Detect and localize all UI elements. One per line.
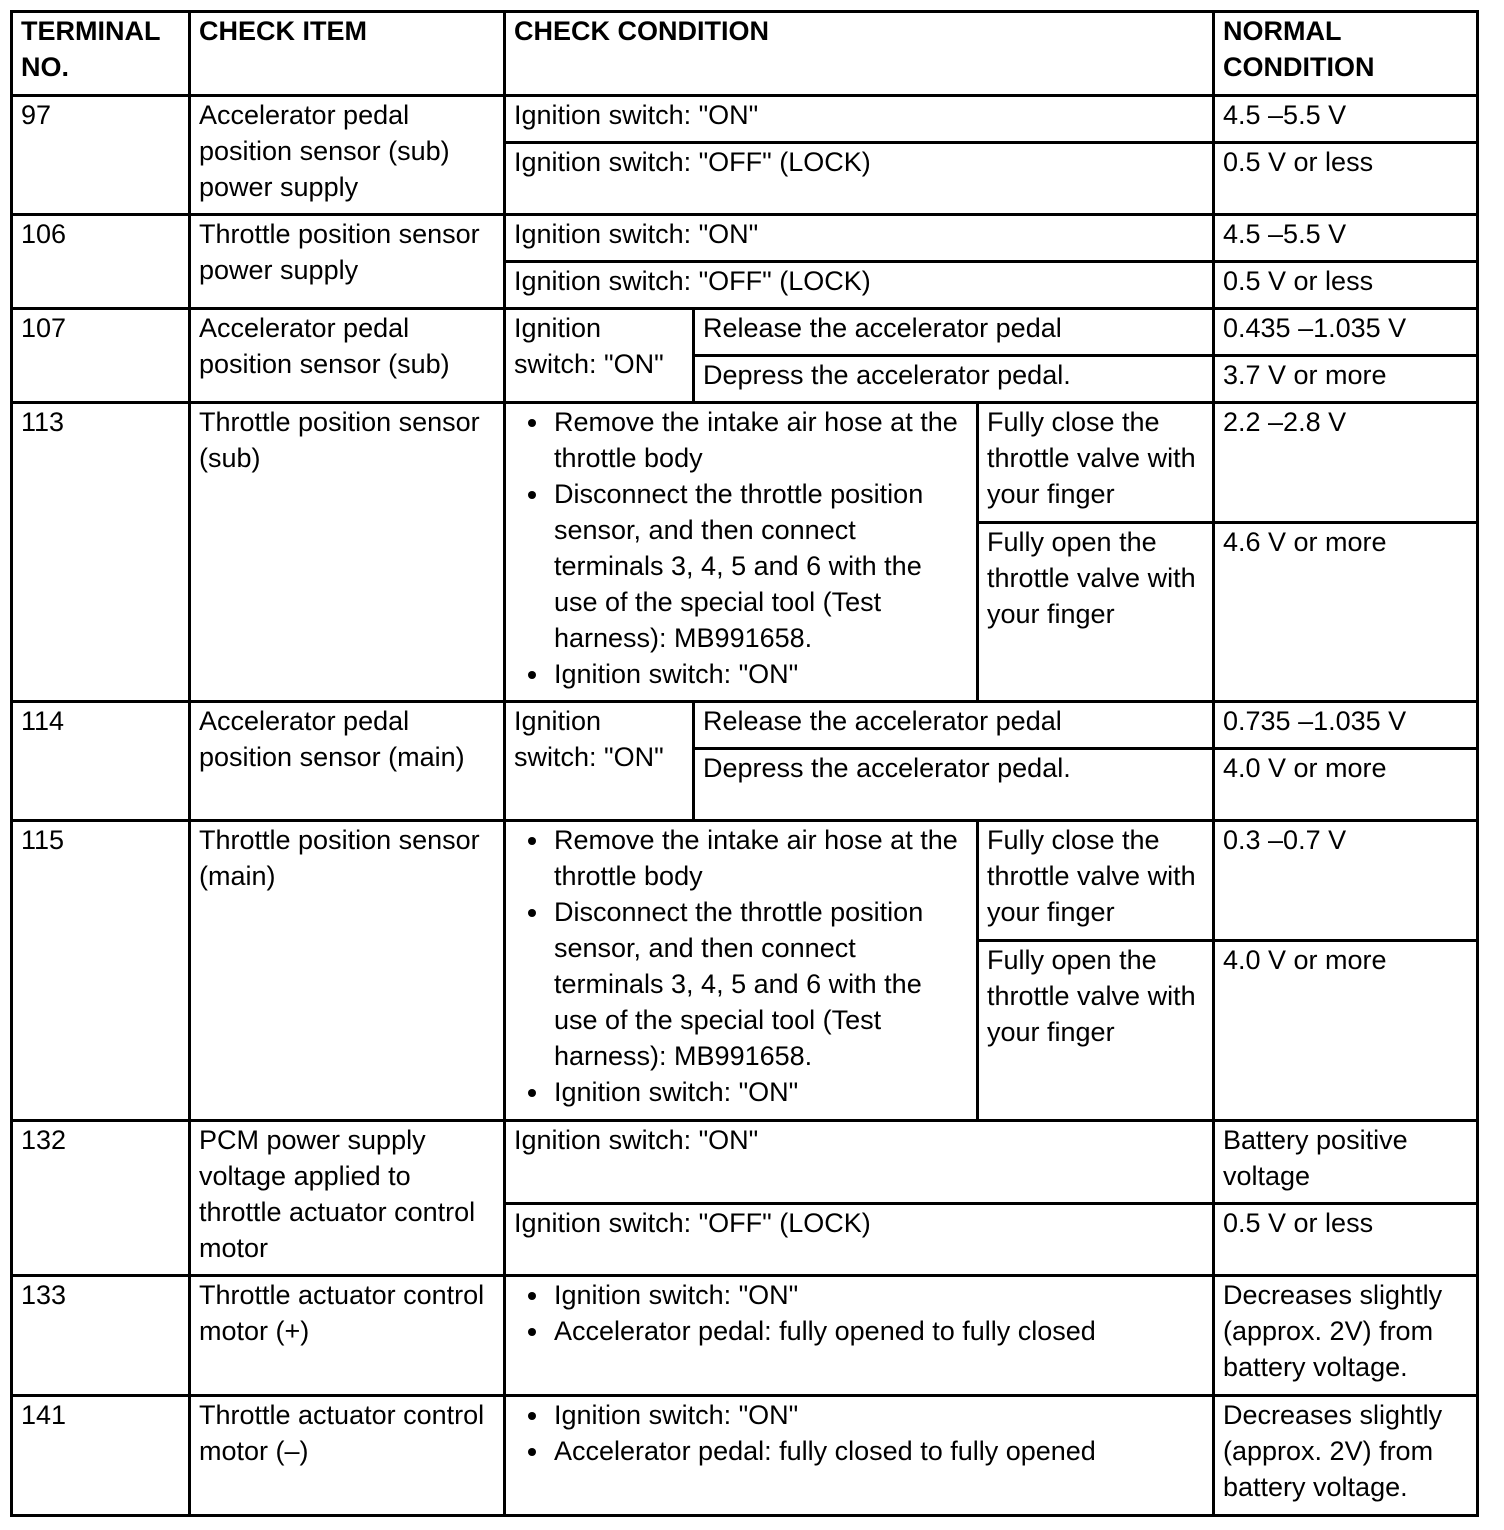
normal-condition-cell: 4.5 –5.5 V [1214,96,1478,143]
normal-condition-cell: 3.7 V or more [1214,356,1478,403]
header-terminal-label: TERMINAL NO. [21,16,160,82]
normal-condition-cell: 0.5 V or less [1214,143,1478,215]
header-terminal-no [12,12,190,96]
procedure-list [514,822,970,1110]
procedure-list [514,1397,1206,1469]
procedure-cell [505,403,978,702]
procedure-step: Ignition switch: "ON" [554,656,970,692]
header-normal-condition-label: NORMAL CONDITION [1223,16,1375,82]
ignition-prefix-cell: Ignition switch: "ON" [505,702,694,821]
procedure-step: Remove the intake air hose at the throttle body [554,404,970,476]
terminal-cell: 106 [12,215,190,309]
table-row-141 [12,1396,1478,1516]
procedure-step: Ignition switch: "ON" [554,1074,970,1110]
header-check-condition [505,12,1214,96]
procedure-cell [505,1276,1214,1396]
normal-condition-cell: 0.435 –1.035 V [1214,309,1478,356]
check-condition-cell: Ignition switch: "ON" [505,1121,1214,1204]
procedure-cell [505,821,978,1121]
procedure-step: Ignition switch: "ON" [554,1277,1206,1313]
check-item-cell: Throttle position sensor power supply [190,215,505,309]
terminal-cell: 113 [12,403,190,702]
header-check-condition-label: CHECK CONDITION [514,16,769,46]
table-row-115 [12,821,1478,941]
normal-condition-cell: 4.0 V or more [1214,941,1478,1121]
check-condition-cell: Ignition switch: "OFF" (LOCK) [505,1204,1214,1276]
table-row-113 [12,403,1478,523]
table-row-97 [12,96,1478,143]
check-item-cell: Accelerator pedal position sensor (sub) [190,309,505,403]
check-item-cell: Accelerator pedal position sensor (sub) power supply [190,96,505,215]
check-item-cell: Accelerator pedal position sensor (main) [190,702,505,821]
check-condition-cell: Depress the accelerator pedal. [694,749,1214,821]
check-item-cell: Throttle actuator control motor (–) [190,1396,505,1516]
procedure-step: Disconnect the throttle position sensor, and then connect terminals 3, 4, 5 and 6 with the use of the special tool (Test harness): MB991658. [554,894,970,1074]
check-condition-cell: Ignition switch: "OFF" (LOCK) [505,143,1214,215]
check-condition-cell: Ignition switch: "OFF" (LOCK) [505,262,1214,309]
terminal-cell: 114 [12,702,190,821]
check-condition-cell: Fully close the throttle valve with your finger [978,821,1214,941]
table-row-114 [12,702,1478,749]
normal-condition-cell: 0.5 V or less [1214,262,1478,309]
normal-condition-cell: Battery positive voltage [1214,1121,1478,1204]
normal-condition-cell: 4.5 –5.5 V [1214,215,1478,262]
check-condition-cell: Fully open the throttle valve with your finger [978,941,1214,1121]
check-item-cell: Throttle position sensor (sub) [190,403,505,702]
ignition-prefix-cell: Ignition switch: "ON" [505,309,694,403]
check-condition-cell: Release the accelerator pedal [694,309,1214,356]
normal-condition-cell: 4.6 V or more [1214,523,1478,702]
terminal-cell: 141 [12,1396,190,1516]
procedure-step: Remove the intake air hose at the throttle body [554,822,970,894]
normal-condition-cell: 4.0 V or more [1214,749,1478,821]
check-condition-cell: Ignition switch: "ON" [505,96,1214,143]
header-row [12,12,1478,96]
header-check-item [190,12,505,96]
table-row-132 [12,1121,1478,1204]
procedure-step: Ignition switch: "ON" [554,1397,1206,1433]
terminal-cell: 132 [12,1121,190,1276]
normal-condition-cell: 0.735 –1.035 V [1214,702,1478,749]
terminal-cell: 133 [12,1276,190,1396]
procedure-list [514,404,970,692]
check-condition-cell: Ignition switch: "ON" [505,215,1214,262]
check-condition-cell: Depress the accelerator pedal. [694,356,1214,403]
normal-condition-cell: 2.2 –2.8 V [1214,403,1478,523]
procedure-cell [505,1396,1214,1516]
terminal-cell: 97 [12,96,190,215]
procedure-list [514,1277,1206,1349]
table-row-106 [12,215,1478,262]
header-check-item-label: CHECK ITEM [199,16,367,46]
terminal-check-table [10,10,1479,1517]
normal-condition-cell: 0.3 –0.7 V [1214,821,1478,941]
table-row-133 [12,1276,1478,1396]
check-condition-cell: Fully open the throttle valve with your finger [978,523,1214,702]
normal-condition-cell: Decreases slightly (approx. 2V) from battery voltage. [1214,1396,1478,1516]
check-item-cell: Throttle actuator control motor (+) [190,1276,505,1396]
header-normal-condition [1214,12,1478,96]
procedure-step: Accelerator pedal: fully closed to fully opened [554,1433,1206,1469]
check-condition-cell: Release the accelerator pedal [694,702,1214,749]
normal-condition-cell: 0.5 V or less [1214,1204,1478,1276]
check-condition-cell: Fully close the throttle valve with your finger [978,403,1214,523]
check-item-cell: Throttle position sensor (main) [190,821,505,1121]
check-item-cell: PCM power supply voltage applied to throttle actuator control motor [190,1121,505,1276]
normal-condition-cell: Decreases slightly (approx. 2V) from battery voltage. [1214,1276,1478,1396]
table-row-107 [12,309,1478,356]
terminal-cell: 115 [12,821,190,1121]
procedure-step: Disconnect the throttle position sensor, and then connect terminals 3, 4, 5 and 6 with the use of the special tool (Test harness): MB991658. [554,476,970,656]
procedure-step: Accelerator pedal: fully opened to fully closed [554,1313,1206,1349]
terminal-cell: 107 [12,309,190,403]
